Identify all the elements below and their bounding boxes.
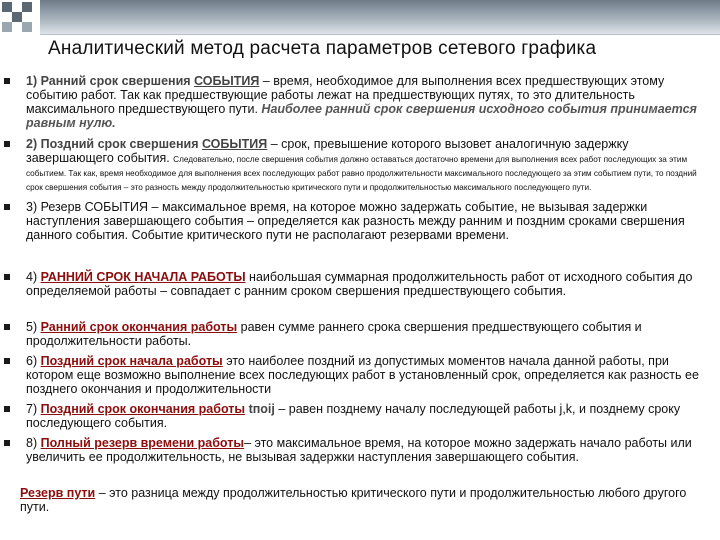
item-term: СОБЫТИЯ [194,74,260,88]
bullet-icon [4,141,10,147]
item-text: 1) Ранний срок свершения [26,74,195,88]
slide-title: Аналитический метод расчета параметров сетевого графика [48,38,597,59]
item-text: – срок, превышение которого вызовет аналогичную задержку завершающего события. [26,137,629,165]
item-text: равен сумме раннего срока свершения предшествующего события и продолжительности работы. [26,320,642,348]
item-term: Полный резерв времени работы [40,436,245,450]
item-small-text: Следовательно, после свершения события должно оставаться достаточно времени для выполнения всех работ последующих за этим событием. Так как, время необходимое для выполнения всех последующих работ равно продолжительности максимального последующего за этим событием пути, то поздний срок свершения события – это разность между продолжительностью критического пути и продолжительностью максимального последующего пути. [26,155,697,192]
item-emphasis: Наиболее ранний срок свершения исходного события принимается равным нулю. [26,102,697,130]
list-item [26,200,710,242]
bullet-icon [4,440,10,446]
item-term: Ранний срок окончания работы [40,320,238,334]
item-text: – это максимальное время, на которое можно задержать начало работы или увеличить ее продолжительность, не вызывая задержки наступления завершающего события. [26,436,692,464]
bullet-icon [4,204,10,210]
bullet-icon [4,274,10,280]
final-text: – это разница между продолжительностью критического пути и продолжительностью любого другого пути. [20,486,687,514]
item-text: 4) [26,270,41,284]
item-text: это наиболее поздний из допустимых моментов начала данной работы, при котором еще возможно выполнение всех последующих работ в установленный срок, определяется как разность ее позднего окончания и продолжительности [26,354,699,396]
item-text: 8) [26,436,41,450]
list-item [26,270,710,298]
list-item [26,74,710,130]
item-term: РАННИЙ СРОК НАЧАЛА РАБОТЫ [40,270,246,284]
item-text: 2) Поздний срок свершения [26,137,202,151]
list-item [26,137,710,193]
bullet-icon [4,78,10,84]
item-symbol: tпоij [245,402,275,416]
item-text: 3) Резерв СОБЫТИЯ [26,200,149,214]
bullet-icon [4,406,10,412]
bullet-icon [4,358,10,364]
item-text: наибольшая суммарная продолжительность работ от исходного события до определяемой работы – совпадает с ранним сроком свершения предшествующего события. [26,270,693,298]
item-text: – максимальное время, на которое можно задержать событие, не вызывая задержки наступления завершающего события – определяется как разность между ранним и поздним сроками свершения данного события. Событие критического пути не располагают резервами времени. [26,200,685,242]
list-item [26,402,710,430]
item-text: 5) [26,320,41,334]
final-note [20,486,704,514]
item-text: 6) [26,354,41,368]
list-item [26,436,710,464]
item-term: Поздний срок окончания работы [40,402,246,416]
item-text: – равен позднему началу последующей работы j,k, и позднему сроку последующего события. [26,402,681,430]
item-term: Поздний срок начала работы [40,354,223,368]
final-term: Резерв пути [20,486,96,500]
bullet-icon [4,324,10,330]
item-text: 7) [26,402,41,416]
item-term: СОБЫТИЯ [201,137,268,151]
item-text: – время, необходимое для выполнения всех предшествующих этому событию работ. Так как предшествующие работы лежат на предшествующих путях, то это длительность максимального предшествующего пути. [26,74,665,116]
list-item [26,320,710,348]
list-item [26,354,710,396]
